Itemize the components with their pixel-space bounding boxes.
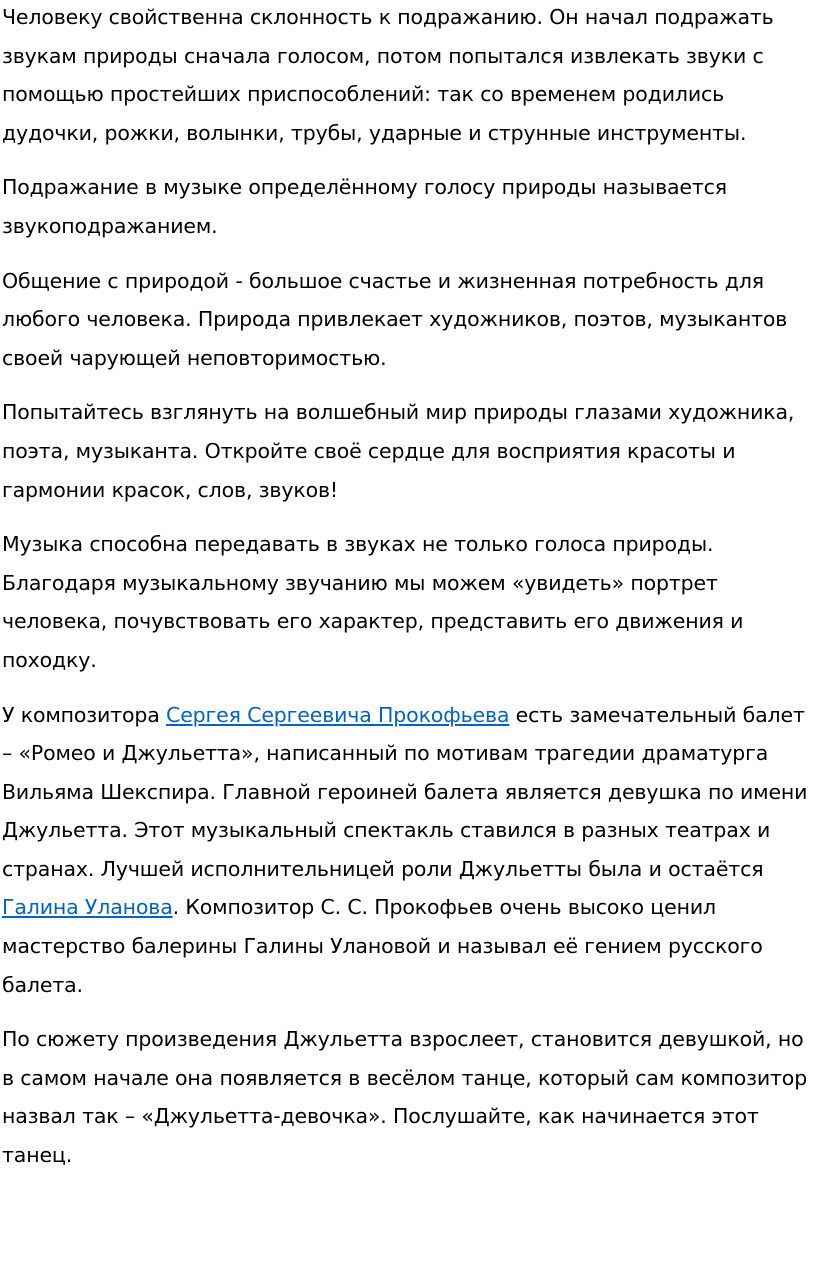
paragraph-imitation: Человеку свойственна склонность к подражанию. Он начал подражать звукам природы сначала голосом, потом попытался извлекать звуки с помощью простейших приспособлений: так со временем родились дудочки, рожки, волынки, трубы, ударные и струнные инструменты. [2, 5, 774, 145]
paragraph-juliet-dance: По сюжету произведения Джульетта взрослеет, становится девушкой, но в самом начале она появляется в весёлом танце, который сам композитор назвал так – «Джульетта-девочка». Послушайте, как начинается этот танец. [2, 1027, 808, 1168]
paragraph-prokofiev-ballet [2, 696, 810, 1005]
paragraph-onomatopoeia: Подражание в музыке определённому голосу природы называется звукоподражанием. [2, 175, 727, 238]
link-ulanova[interactable]: Галина Уланова [2, 895, 173, 920]
paragraph-text-segment: У композитора [2, 702, 167, 727]
paragraph-nature: Общение с природой - большое счастье и жизненная потребность для любого человека. Природа привлекает художников, поэтов, музыкантов своей чарующей неповторимостью. [2, 268, 788, 370]
paragraph-look-at-nature: Попытайтесь взглянуть на волшебный мир природы глазами художника, поэта, музыканта. Откройте своё сердце для восприятия красоты и гармонии красок, слов, звуков! [2, 400, 795, 502]
paragraph-text-segment: есть замечательный балет – «Ромео и Джульетта», написанный по мотивам трагедии драматурга Вильяма Шекспира. Главной героиней балета является девушка по имени Джульетта. Этот музыкальный спектакль ставился в разных театрах и странах. Лучшей исполнительницей роли Джульетты была и остаётся [2, 702, 808, 881]
paragraph-music-portrait: Музыка способна передавать в звуках не только голоса природы. Благодаря музыкальному звучанию мы можем «увидеть» портрет человека, почувствовать его характер, представить его движения и походку. [2, 532, 744, 672]
paragraph-text-segment: . Композитор С. С. Прокофьев очень высоко ценил мастерство балерины Галины Улановой и называл её гением русского балета. [2, 895, 763, 997]
link-prokofiev[interactable]: Сергея Сергеевича Прокофьева [166, 702, 510, 727]
